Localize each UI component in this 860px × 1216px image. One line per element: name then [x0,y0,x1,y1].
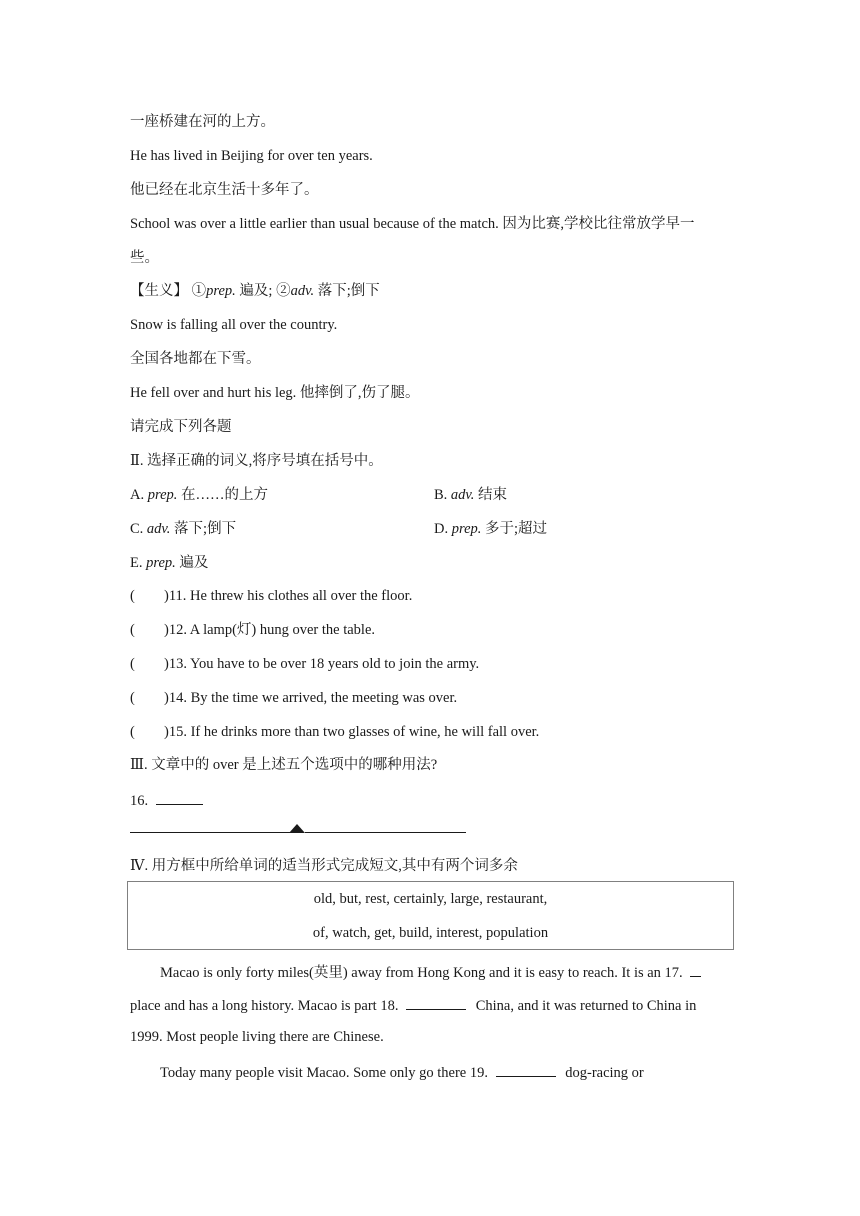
word-list-row: of, watch, get, build, interest, population [312,925,549,941]
question-16: 16. [130,790,203,810]
example-sentence-cn: 全国各地都在下雪。 [130,351,261,367]
answer-bracket[interactable]: ( [130,690,135,706]
question-12: ( )12. A lamp(灯) hung over the table. [130,622,376,638]
question-11: ( )11. He threw his clothes all over the floor. [130,588,413,604]
answer-blank[interactable] [496,1062,556,1077]
word-list-row: old, but, rest, certainly, large, restaurant, [313,891,548,907]
passage-line: place and has a long history. Macao is part 18. China, and it was returned to China in [130,995,730,1015]
example-sentence-en: He has lived in Beijing for over ten years. [130,148,373,164]
divider-left [130,832,290,833]
extended-meaning [130,282,380,300]
triangle-icon [289,824,305,833]
word-box [127,881,734,950]
answer-bracket[interactable]: ( [130,724,135,740]
answer-bracket[interactable]: ( [130,588,135,604]
instruction-text: 请完成下列各题 [130,419,232,435]
pos-label: adv. [290,283,315,299]
example-sentence-cn: 一座桥建在河的上方。 [130,114,275,130]
option-b: B. adv. 结束 [434,487,508,503]
question-13: ( )13. You have to be over 18 years old to join the army. [130,656,480,672]
example-sentence-cn: 他已经在北京生活十多年了。 [130,182,319,198]
divider-right [305,832,466,833]
option-e: E. prep. 遍及 [130,555,209,571]
passage-line: 1999. Most people living there are Chinese. [130,1029,384,1045]
section-4-title: Ⅳ. 用方框中所给单词的适当形式完成短文,其中有两个词多余 [130,858,518,874]
option-c: C. adv. 落下;倒下 [130,521,237,537]
example-sentence-en: School was over a little earlier than usual because of the match. 因为比赛,学校比往常放学早一 [130,216,695,232]
meaning-text: 落下;倒下 [314,283,380,299]
passage-line: Today many people visit Macao. Some only go there 19. dog-racing or [160,1062,760,1082]
section-2-title: Ⅱ. 选择正确的词义,将序号填在括号中。 [130,453,383,469]
meaning-text: 遍及; ② [235,283,291,299]
example-sentence-en: Snow is falling all over the country. [130,317,338,333]
answer-bracket[interactable]: ( [130,622,135,638]
extended-meaning-label: 【生义】 ① [130,283,207,299]
question-14: ( )14. By the time we arrived, the meeting was over. [130,690,458,706]
option-d: D. prep. 多于;超过 [434,521,548,537]
pos-label: prep. [206,283,236,299]
passage-line: Macao is only forty miles(英里) away from Hong Kong and it is easy to reach. It is an 17. [160,961,760,982]
option-a: A. prep. 在……的上方 [130,487,269,503]
answer-blank[interactable] [690,962,701,977]
question-15: ( )15. If he drinks more than two glasses of wine, he will fall over. [130,724,540,740]
section-3-title: Ⅲ. 文章中的 over 是上述五个选项中的哪种用法? [130,757,438,773]
answer-blank[interactable] [406,995,466,1010]
example-sentence-cn: 些。 [130,250,159,266]
answer-bracket[interactable]: ( [130,656,135,672]
answer-blank[interactable] [156,790,203,805]
example-sentence-en: He fell over and hurt his leg. 他摔倒了,伤了腿。 [130,385,420,401]
